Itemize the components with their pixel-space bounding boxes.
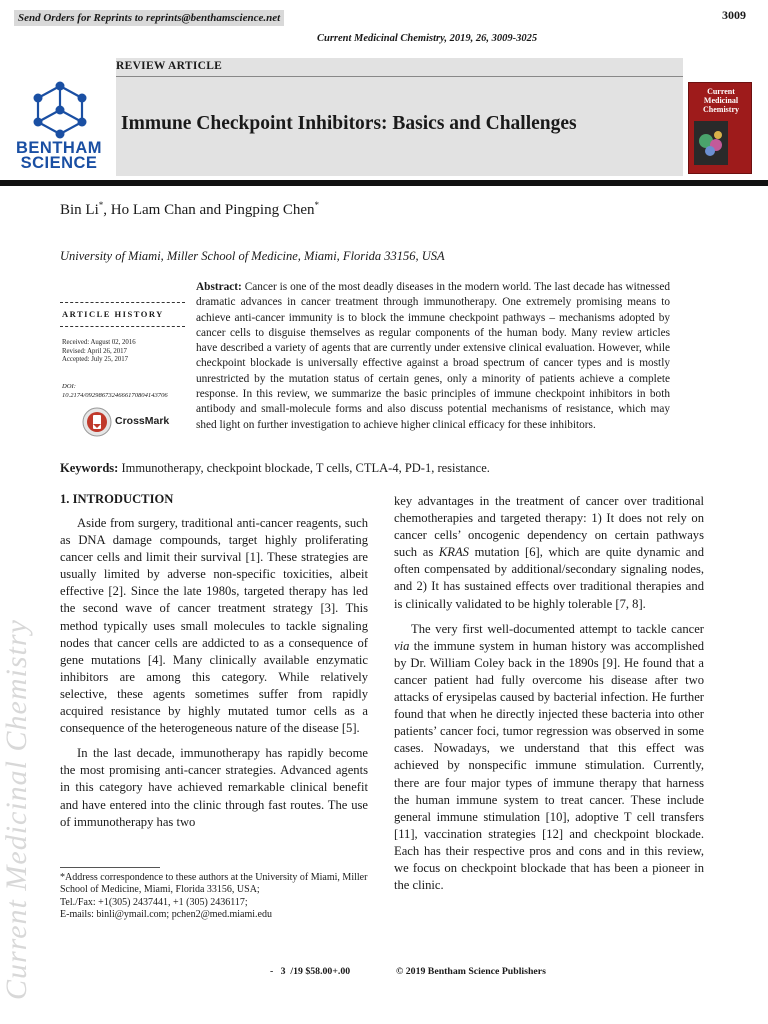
gene-name: KRAS (438, 545, 469, 560)
side-journal-watermark: Current Medicinal Chemistry (0, 619, 33, 1000)
abstract-label: Abstract: (196, 281, 242, 293)
revised-date: Revised: April 26, 2017 (62, 347, 127, 355)
price-line: - 3 /19 $58.00+.00 (270, 966, 351, 977)
footnote-rule (60, 867, 160, 868)
article-type: REVIEW ARTICLE (116, 60, 223, 72)
author-list (60, 200, 319, 219)
keywords-label: Keywords: (60, 461, 119, 475)
paragraph (394, 621, 704, 895)
author-names: , Ho Lam Chan and Pingping Chen (103, 202, 315, 218)
text-run: key advantages in the treatment of cancer over traditional chemotherapies and targeted therapy: 1) It does not rely on cancer cells’ oncogenic dependency on certain pathways such as (394, 494, 704, 560)
article-history-dates (62, 339, 136, 365)
paragraph (394, 493, 704, 613)
abstract-text: Cancer is one of the most deadly diseases in the modern world. The last decade has witnessed dramatic advances in cancer treatment through immunotherapy. One extremely promising means to achieve anti-cancer immunity is to block the immune checkpoint pathways – mechanisms adopted by cancer cells to disguise themselves as regular components of the human body. Many review articles have described a variety of agents that are currently under extensive clinical evaluation. However, while checkpoint blockade is universally effective against a broad spectrum of cancer types and is mostly unrestricted by the mutation status of certain genes, only a minority of patients achieve a complete response. In this review, we summarize the basic principles of immune checkpoint inhibitors in both antibody and small-molecule forms and also discuss potential mechanisms of resistance, which may shed light on further investigation to achieve higher clinical efficacy for these inhibitors. (196, 281, 670, 431)
crossmark-icon (82, 407, 112, 437)
journal-cover (688, 82, 752, 174)
text-run: the immune system in human history was accomplished by Dr. William Coley back in the 1890s [9]. He found that a cancer patient had fully overcome his disease after two attacks of erysipelas caused by bacterial infection. He further found that when he directly injected these bacteria into other patients’ cancer foci, tumor regression was observed in some cases. Nowadays, we understand that this effect was achieved by nonspecific immune stimulation. Currently, there are four major types of immune therapy that harness the human immune system to treat cancer. These include general immune stimulation [10], adoptive T cell transfers [11], vaccination strategies [12] and checkpoint blockade. Each has their respective pros and cons and in this review, we focus on checkpoint blockade that has been a pioneer in the clinic. (394, 638, 704, 893)
publisher-logo-text (10, 141, 108, 171)
affiliation: University of Miami, Miller School of Medicine, Miami, Florida 33156, USA (60, 249, 445, 263)
text-run: The very first well-documented attempt to tackle cancer (411, 621, 704, 636)
italic-term: via (394, 638, 410, 653)
correspondence-footnote (60, 872, 370, 922)
cover-image (694, 121, 728, 165)
doi-value[interactable]: 10.2174/0929867324666170804143706 (62, 391, 168, 399)
copyright: © 2019 Bentham Science Publishers (396, 966, 546, 977)
article-history-heading: ARTICLE HISTORY (62, 309, 164, 319)
doi-label: DOI: (62, 383, 76, 390)
cover-art-icon (694, 121, 728, 165)
footnote-emails[interactable]: E-mails: binli@ymail.com; pchen2@med.miami.edu (60, 909, 272, 921)
cover-title (693, 87, 749, 114)
reprints-notice[interactable]: Send Orders for Reprints to reprints@benthamscience.net (14, 10, 284, 26)
body-column-left (60, 515, 368, 831)
divider (60, 326, 185, 327)
abstract (196, 280, 670, 433)
author-name: Bin Li (60, 202, 99, 218)
received-date: Received: August 02, 2016 (62, 339, 136, 346)
crossmark-badge[interactable] (82, 407, 182, 437)
header-rule (0, 180, 768, 186)
logo-word-2: SCIENCE (20, 154, 98, 172)
divider (60, 302, 185, 303)
page-number: 3009 (722, 8, 746, 22)
cover-title-line: Medicinal (703, 96, 739, 105)
corresponding-mark: * (98, 200, 104, 210)
keywords (60, 461, 490, 476)
body-column-right (394, 493, 704, 894)
paragraph: In the last decade, immunotherapy has rapidly become the most promising anti-cancer strategies. Advanced agents in this category have achieved remarkable clinical benefit and have entered into the clinic through fast routes. The use of immunotherapy has two (60, 746, 368, 829)
keywords-text: Immunotherapy, checkpoint blockade, T cells, CTLA-4, PD-1, resistance. (118, 461, 490, 475)
logo-word-1: BENTHAM (16, 139, 102, 157)
divider (116, 76, 683, 77)
journal-citation: Current Medicinal Chemistry, 2019, 26, 3009-3025 (317, 33, 538, 44)
accepted-date: Accepted: July 25, 2017 (62, 356, 129, 363)
doi[interactable] (62, 383, 190, 400)
footnote-line: Tel./Fax: +1(305) 2437441, +1 (305) 2436117; (60, 896, 248, 908)
corresponding-mark: * (314, 200, 319, 210)
article-title: Immune Checkpoint Inhibitors: Basics and Challenges (121, 113, 577, 134)
text-run: mutation [6], which are quite dynamic and often compensated by additional/secondary signaling nodes, and 2) It has sustained effects over traditional therapies and is clinically validated to be highly tolerable [7, 8]. (394, 545, 704, 611)
crossmark-label: CrossMark (115, 415, 170, 427)
section-heading: 1. INTRODUCTION (60, 492, 174, 506)
footnote-line: *Address correspondence to these authors at the University of Miami, Miller School of Medicine, Miami, Florida 33156, USA; (60, 872, 368, 896)
cover-title-line: Current (707, 87, 735, 96)
paragraph: Aside from surgery, traditional anti-cancer reagents, such as DNA damage compounds, target highly proliferating cancer cells and limit their survival [1]. These strategies are usually limited by adverse non-specific toxicities, albeit effective [2]. Since the late 1980s, targeted therapy has led the second wave of cancer treatment strategy [3]. This method typically uses small molecules to tackle signaling nodes that cancer cells are addicted to as a consequence of gene mutations [4]. Many clinically available enzymatic inhibitors are among this category. While relatively selective, these agents sometimes suffer from rapidly acquired resistance by highly mutated tumor cells as a consequence of the heterogeneous nature of the disease [5]. (60, 516, 368, 736)
cover-title-line: Chemistry (703, 105, 739, 114)
